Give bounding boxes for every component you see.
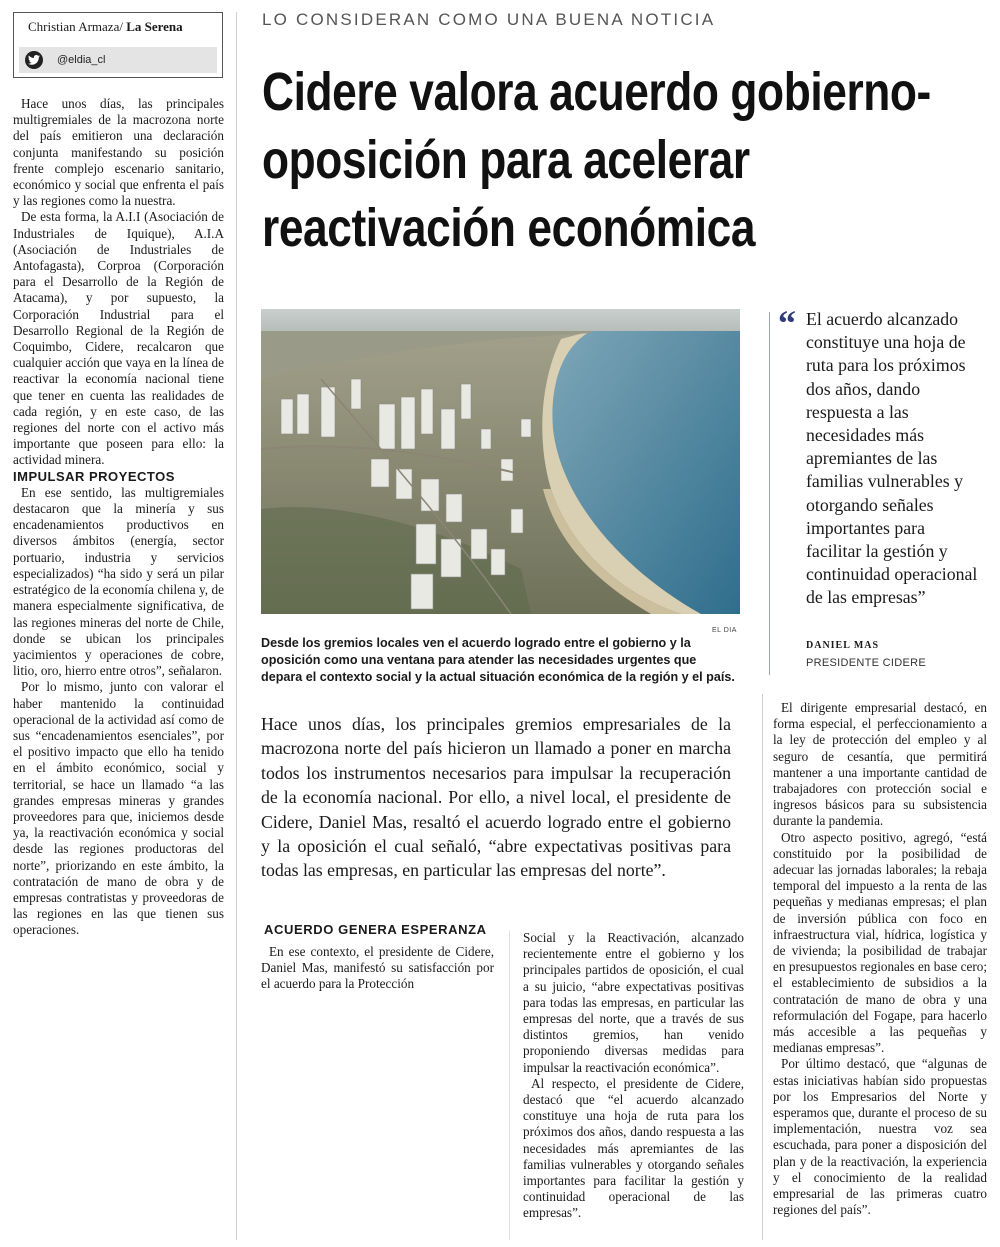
byline-author: Christian Armaza/	[28, 19, 123, 34]
center-paragraph-1: En ese contexto, el presidente de Cidere, Daniel Mas, manifestó su satisfacción por el acuerdo para la Protección	[261, 944, 494, 992]
byline-box	[13, 12, 223, 78]
quote-author-name: DANIEL MAS	[806, 640, 880, 651]
center-column-1	[261, 944, 494, 993]
headline-line-3: reactivación económica	[262, 198, 756, 258]
headline-line-2: oposición para acelerar	[262, 130, 750, 190]
left-subhead: IMPULSAR PROYECTOS	[13, 468, 175, 484]
left-paragraph-1: Hace unos días, las principales multigremiales de la macrozona norte del país emitieron una declaración conjunta manifestando su posición frente complejo escenario sanitario, económico y social que enfrenta el país y las regiones como la nuestra.	[13, 96, 224, 209]
quote-bar	[769, 312, 770, 675]
center-subhead: ACUERDO GENERA ESPERANZA	[264, 922, 487, 937]
center-paragraph-2: Social y la Reactivación, alcanzado recientemente entre el gobierno y los principales partidos de oposición, el cual a su juicio, “abre expectativas positivas para todas las empresas, en particular las empresas del norte, que a través de sus distintos gremios, han venido proponiendo diversas medidas para impulsar la reactivación económica”.	[523, 930, 744, 1075]
center-column-2	[523, 930, 744, 1222]
headline-line-1: Cidere valora acuerdo gobierno-	[262, 62, 931, 122]
center-paragraph-3: Al respecto, el presidente de Cidere, destacó que “el acuerdo alcanzado constituye una hoja de ruta para los próximos dos años, dando respuesta a las necesidades más apremiantes de las familias vulnerables y otorgando señales importantes para facilitar la gestión y continuidad operacional de las empresas”.	[523, 1075, 744, 1221]
lead-paragraph: Hace unos días, los principales gremios empresariales de la macrozona norte del país hicieron un llamado a poner en marcha todos los instrumentos necesarios para impulsar la recuperación de la economía nacional. Por ello, a nivel local, el presidente de Cidere, Daniel Mas, resaltó el acuerdo logrado entre el gobierno y la oposición el cual señaló, “abre expectativas positivas para todas las empresas, en particular las empresas del norte”.	[261, 714, 731, 881]
byline-location: La Serena	[126, 19, 183, 34]
left-column	[13, 96, 224, 939]
pull-quote-text: El acuerdo alcanzado constituye una hoja de ruta para los próximos dos años, dando respuesta a las necesidades más apremiantes de las familias vulnerables y otorgando señales importantes para facilitar la gestión y continuidad operacional de las empresas”	[806, 309, 978, 608]
left-paragraph-3: En ese sentido, las multigremiales destacaron que la minería y sus encadenamientos productivos en diversos ámbitos (energía, sector portuario, industria y servicios especializados) “ha sido y será un pilar estratégico de la economía chilena y, de manera especialmente significativa, de las regiones mineras del norte de Chile, donde se ubican los principales yacimientos y operaciones de cobre, litio, oro, hierro entre otros”, señalaron.	[13, 484, 224, 679]
quote-mark-icon: “	[778, 303, 796, 343]
right-divider	[762, 694, 763, 1240]
twitter-strip[interactable]	[19, 47, 217, 73]
right-paragraph-1: El dirigente empresarial destacó, en forma especial, el perfeccionamiento a la ley de protección del empleo y al seguro de cesantía, que permitirá mantener a una importante cantidad de trabajadores con protección social e ingresos básicos para su subsistencia durante la pandemia.	[773, 700, 987, 829]
byline	[28, 19, 183, 35]
aerial-coast-photo	[261, 309, 740, 614]
column-divider	[236, 12, 237, 1240]
center-divider	[509, 930, 510, 1240]
right-column	[773, 700, 987, 1219]
photo-credit: EL DIA	[712, 627, 737, 634]
twitter-handle[interactable]: @eldia_cl	[57, 54, 106, 66]
right-paragraph-2: Otro aspecto positivo, agregó, “está constituido por la posibilidad de adecuar las jornadas laborales; la rebaja temporal del impuesto a la renta de las pequeñas y medianas empresas; el plan de inversión pública con foco en infraestructura vial, hídrica, logística y de vivienda; la posibilidad de trabajar en presupuestos regionales en base cero; el establecimiento de subsidios a la contratación de mano de obra y una reformulación del Fogape, para hacerlo más accesible a las pequeñas y medianas empresas”.	[773, 829, 987, 1056]
twitter-icon	[25, 51, 43, 69]
photo-caption: Desde los gremios locales ven el acuerdo logrado entre el gobierno y la oposición como una ventana para atender las necesidades urgentes que depara el contexto social y la actual situación económica de la región y el país.	[261, 636, 735, 684]
headline	[262, 58, 931, 262]
right-paragraph-3: Por último destacó, que “algunas de estas iniciativas habían sido propuestas por los Empresarios del Norte y esperamos que, durante el proceso de su implementación, nuestra voz sea escuchada, para poner a disposición del plan y de la reactivación, la experiencia y el conocimiento de la realidad empresarial de las primeras cuatro regiones del país”.	[773, 1056, 987, 1218]
left-paragraph-2: De esta forma, la A.I.I (Asociación de Industriales de Iquique), A.I.A (Asociación de Industriales de Antofagasta), Corproa (Corporación para el Desarrollo de la Región de Atacama), y por supuesto, la Corporación Industrial para el Desarrollo Regional de la Región de Coquimbo, Cidere, recalcaron que cualquier acción que vaya en la línea de reactivar la economía nacional tiene que tener en cuenta las realidades de cada región, y en este caso, de las regiones del norte con el activo más importante que poseen para ello: la actividad minera.	[13, 209, 224, 468]
kicker: LO CONSIDERAN COMO UNA BUENA NOTICIA	[262, 10, 716, 29]
left-paragraph-4: Por lo mismo, junto con valorar el haber mantenido la continuidad operacional de la actividad así como de sus “encadenamientos esenciales”, por el positivo impacto que ello ha tenido en el ámbito económico, social y territorial, se hace un llamado “a las grandes empresas mineras y grandes proveedores para que, iniciemos desde ya, la reactivación económica y social desde las regiones productoras del norte”, priorizando en este ámbito, la contratación de mano de obra y de empresas contratistas y proveedoras de las regiones en las que tienen sus operaciones.	[13, 679, 224, 938]
quote-author-role: PRESIDENTE CIDERE	[806, 657, 927, 669]
